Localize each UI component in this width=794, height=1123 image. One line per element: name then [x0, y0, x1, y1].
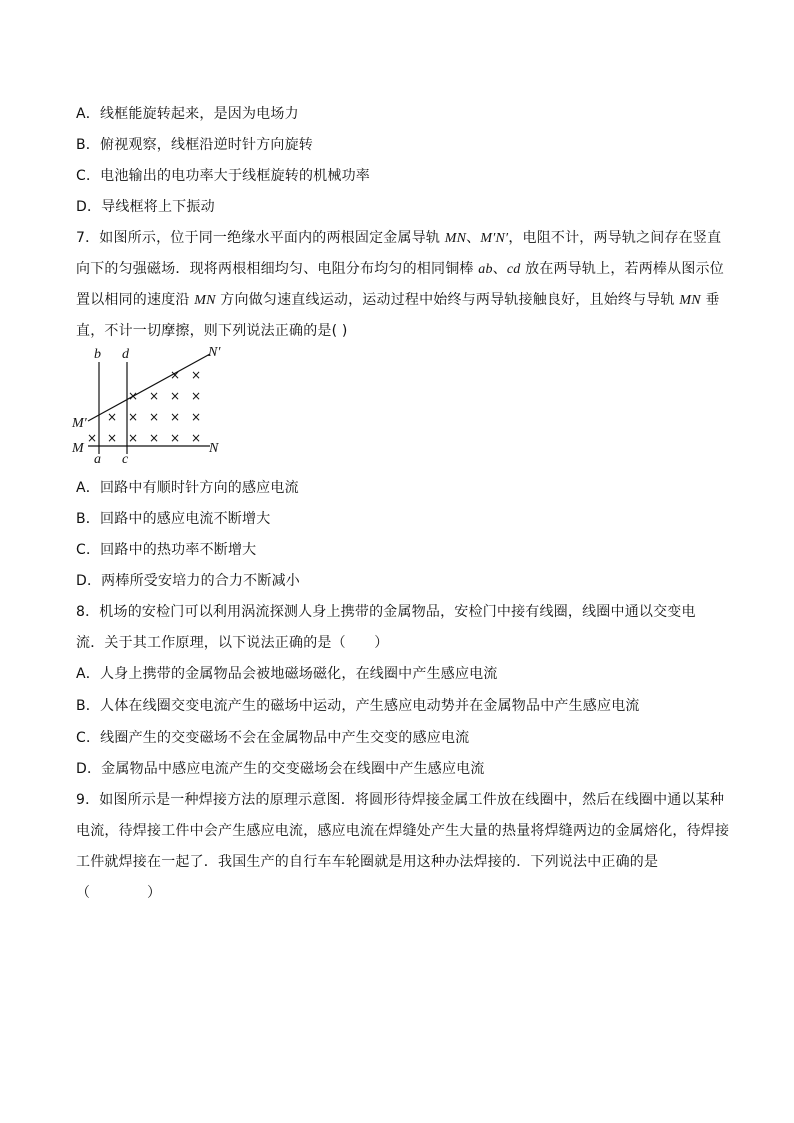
q8-stem-line-1: 8．机场的安检门可以利用涡流探测人身上携带的金属物品，安检门中接有线圈，线圈中通以交变电	[76, 604, 696, 620]
field-cross-mark: ×	[169, 389, 181, 403]
field-cross-mark: ×	[190, 389, 202, 403]
q7-option-c: C．回路中的热功率不断增大	[76, 542, 257, 558]
q7-stem-line-4: 直，不计一切摩擦，则下列说法正确的是( )	[76, 323, 348, 339]
q6-option-a: A．线框能旋转起来，是因为电场力	[76, 106, 299, 122]
field-cross-mark: ×	[127, 389, 139, 403]
field-cross-mark: ×	[106, 431, 118, 445]
label-n-prime: N′	[208, 345, 221, 360]
q9-stem-line-3: 工件就焊接在一起了．我国生产的自行车车轮圈就是用这种办法焊接的．下列说法中正确的是	[76, 854, 659, 870]
label-m: M	[72, 441, 84, 456]
q8-option-a: A．人身上携带的金属物品会被地磁场磁化，在线圈中产生感应电流	[76, 666, 498, 682]
q9-stem-line-2: 电流，待焊接工件中会产生感应电流，感应电流在焊缝处产生大量的热量将焊缝两边的金属熔化，待焊接	[76, 823, 730, 839]
q9-stem-line-1: 9．如图所示是一种焊接方法的原理示意图．将圆形待焊接金属工件放在线圈中，然后在线圈中通以某种	[76, 792, 725, 808]
q6-option-c: C．电池输出的电功率大于线框旋转的机械功率	[76, 168, 370, 184]
q7-stem-line-2: 向下的匀强磁场．现将两根相细均匀、电阻分布均匀的相同铜棒 ab、cd 放在两导轨上，若两棒从图示位	[76, 261, 724, 277]
field-cross-mark: ×	[127, 410, 139, 424]
field-cross-mark: ×	[148, 410, 160, 424]
q9-stem-line-4: （ ）	[76, 885, 162, 901]
q6-option-b: B．俯视观察，线框沿逆时针方向旋转	[76, 137, 314, 153]
q8-option-d: D．金属物品中感应电流产生的交变磁场会在线圈中产生感应电流	[76, 761, 485, 777]
field-cross-mark: ×	[190, 368, 202, 382]
field-cross-mark: ×	[190, 410, 202, 424]
field-cross-mark: ×	[86, 431, 98, 445]
label-m-prime: M′	[72, 416, 87, 431]
label-a: a	[94, 452, 101, 467]
label-b: b	[94, 347, 101, 362]
field-cross-mark: ×	[106, 410, 118, 424]
q6-option-d: D．导线框将上下振动	[76, 199, 215, 215]
q8-option-b: B．人体在线圈交变电流产生的磁场中运动，产生感应电动势并在金属物品中产生感应电流	[76, 698, 640, 714]
field-cross-mark: ×	[169, 431, 181, 445]
field-cross-mark: ×	[169, 410, 181, 424]
field-cross-mark: ×	[127, 431, 139, 445]
q7-stem-line-1: 7．如图所示，位于同一绝缘水平面内的两根固定金属导轨 MN、M′N′，电阻不计，两导轨之间存在竖直	[76, 230, 722, 246]
q7-stem-line-3: 置以相同的速度沿 MN 方向做匀速直线运动，运动过程中始终与两导轨接触良好，且始终与导轨 MN 垂	[76, 292, 720, 308]
field-cross-mark: ×	[148, 431, 160, 445]
rails-figure	[70, 344, 240, 470]
label-d: d	[122, 347, 129, 362]
label-c: c	[122, 452, 129, 467]
q7-option-b: B．回路中的感应电流不断增大	[76, 511, 271, 527]
q8-stem-line-2: 流．关于其工作原理，以下说法正确的是（ ）	[76, 635, 389, 651]
field-cross-mark: ×	[190, 431, 202, 445]
q7-option-d: D．两棒所受安培力的合力不断减小	[76, 573, 300, 589]
q7-option-a: A．回路中有顺时针方向的感应电流	[76, 480, 299, 496]
label-n: N	[209, 441, 219, 456]
field-cross-mark: ×	[169, 368, 181, 382]
field-cross-mark: ×	[148, 389, 160, 403]
q8-option-c: C．线圈产生的交变磁场不会在金属物品中产生交变的感应电流	[76, 730, 470, 746]
